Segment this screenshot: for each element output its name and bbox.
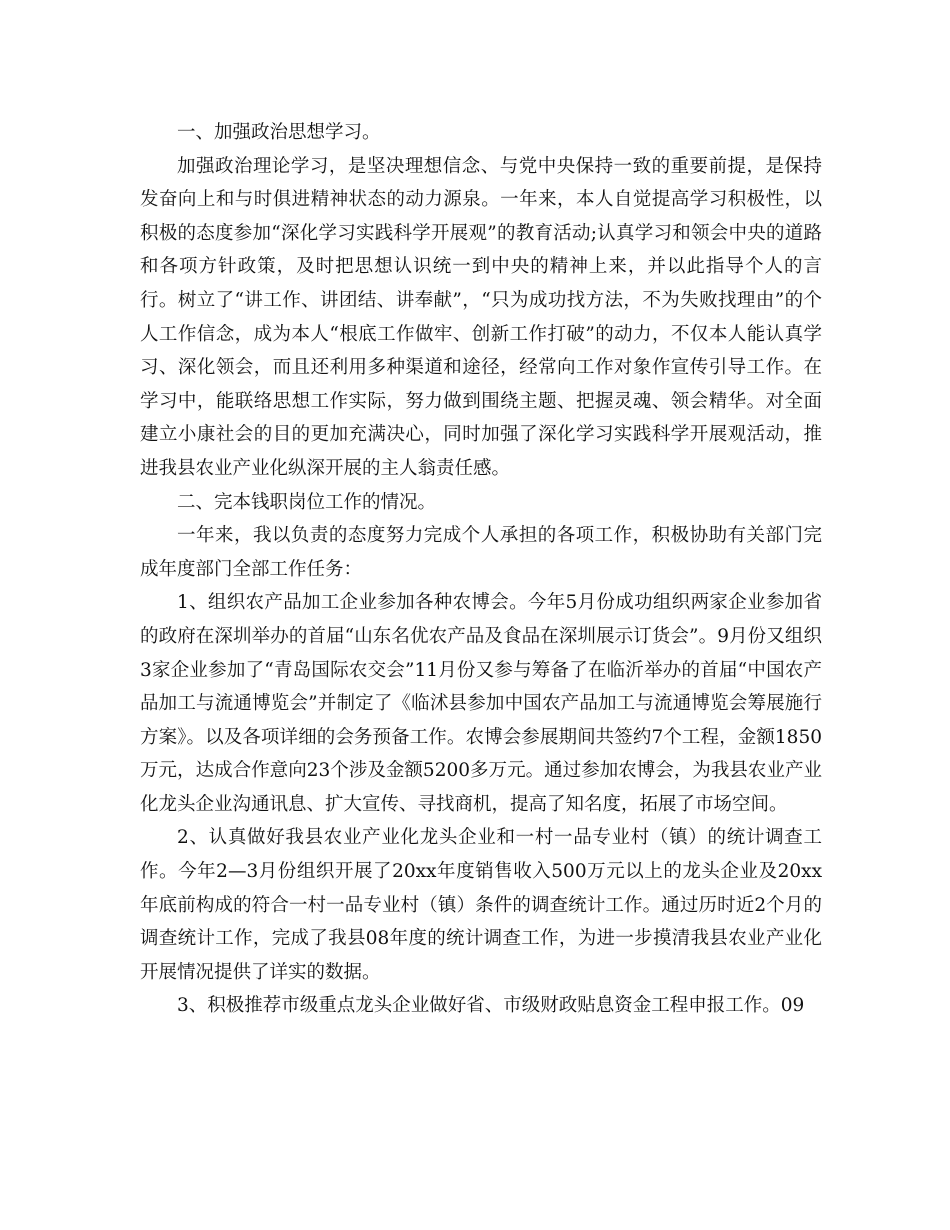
paragraph-item-3: 3、积极推荐市级重点龙头企业做好省、市级财政贴息资金工程申报工作。09 <box>177 995 805 1017</box>
document-body <box>140 116 822 1023</box>
paragraph-item-1: 1、组织农产品加工企业参加各种农博会。今年5月份成功组织两家企业参加省的政府在深圳举办的首届“山东名优农产品及食品在深圳展示订货会”。9月份又组织3家企业参加了“青岛国际农交会”11月份又参与筹备了在临沂举办的首届“中国农产品加工与流通博览会”并制定了《临沭县参加中国农产品加工与流通博览会筹展施行方案》。以及各项详细的会务预备工作。农博会参展期间共签约7个工程，金额1850万元，达成合作意向23个涉及金额5200多万元。通过参加农博会，为我县农业产业化龙头企业沟通讯息、扩大宣传、寻找商机，提高了知名度，拓展了市场空间。 <box>140 592 822 815</box>
section-heading-2: 二、完本钱职岗位工作的情况。 <box>177 491 437 513</box>
section-heading-1: 一、加强政治思想学习。 <box>177 122 381 143</box>
paragraph-political-study: 加强政治理论学习，是坚决理想信念、与党中央保持一致的重要前提，是保持发奋向上和与时俱进精神状态的动力源泉。一年来，本人自觉提高学习积极性，以积极的态度参加“深化学习实践科学开展观”的教育活动;认真学习和领会中央的道路和各项方针政策，及时把思想认识统一到中央的精神上来，并以此指导个人的言行。树立了“讲工作、讲团结、讲奉献”，“只为成功找方法，不为失败找理由”的个人工作信念，成为本人“根底工作做牢、创新工作打破”的动力，不仅本人能认真学习、深化领会，而且还利用多种渠道和途径，经常向工作对象作宣传引导工作。在学习中，能联络思想工作实际，努力做到围绕主题、把握灵魂、领会精华。对全面建立小康社会的目的更加充满决心，同时加强了深化学习实践科学开展观活动，推进我县农业产业化纵深开展的主人翁责任感。 <box>140 155 822 479</box>
paragraph-work-overview: 一年来，我以负责的态度努力完成个人承担的各项工作，积极协助有关部门完成年度部门全部工作任务： <box>140 525 822 580</box>
paragraph-item-2: 2、认真做好我县农业产业化龙头企业和一村一品专业村（镇）的统计调查工作。今年2—3月份组织开展了20xx年度销售收入500万元以上的龙头企业及20xx年底前构成的符合一村一品专业村（镇）条件的调查统计工作。通过历时近2个月的调查统计工作，完成了我县08年度的统计调查工作，为进一步摸清我县农业产业化开展情况提供了详实的数据。 <box>140 827 822 983</box>
